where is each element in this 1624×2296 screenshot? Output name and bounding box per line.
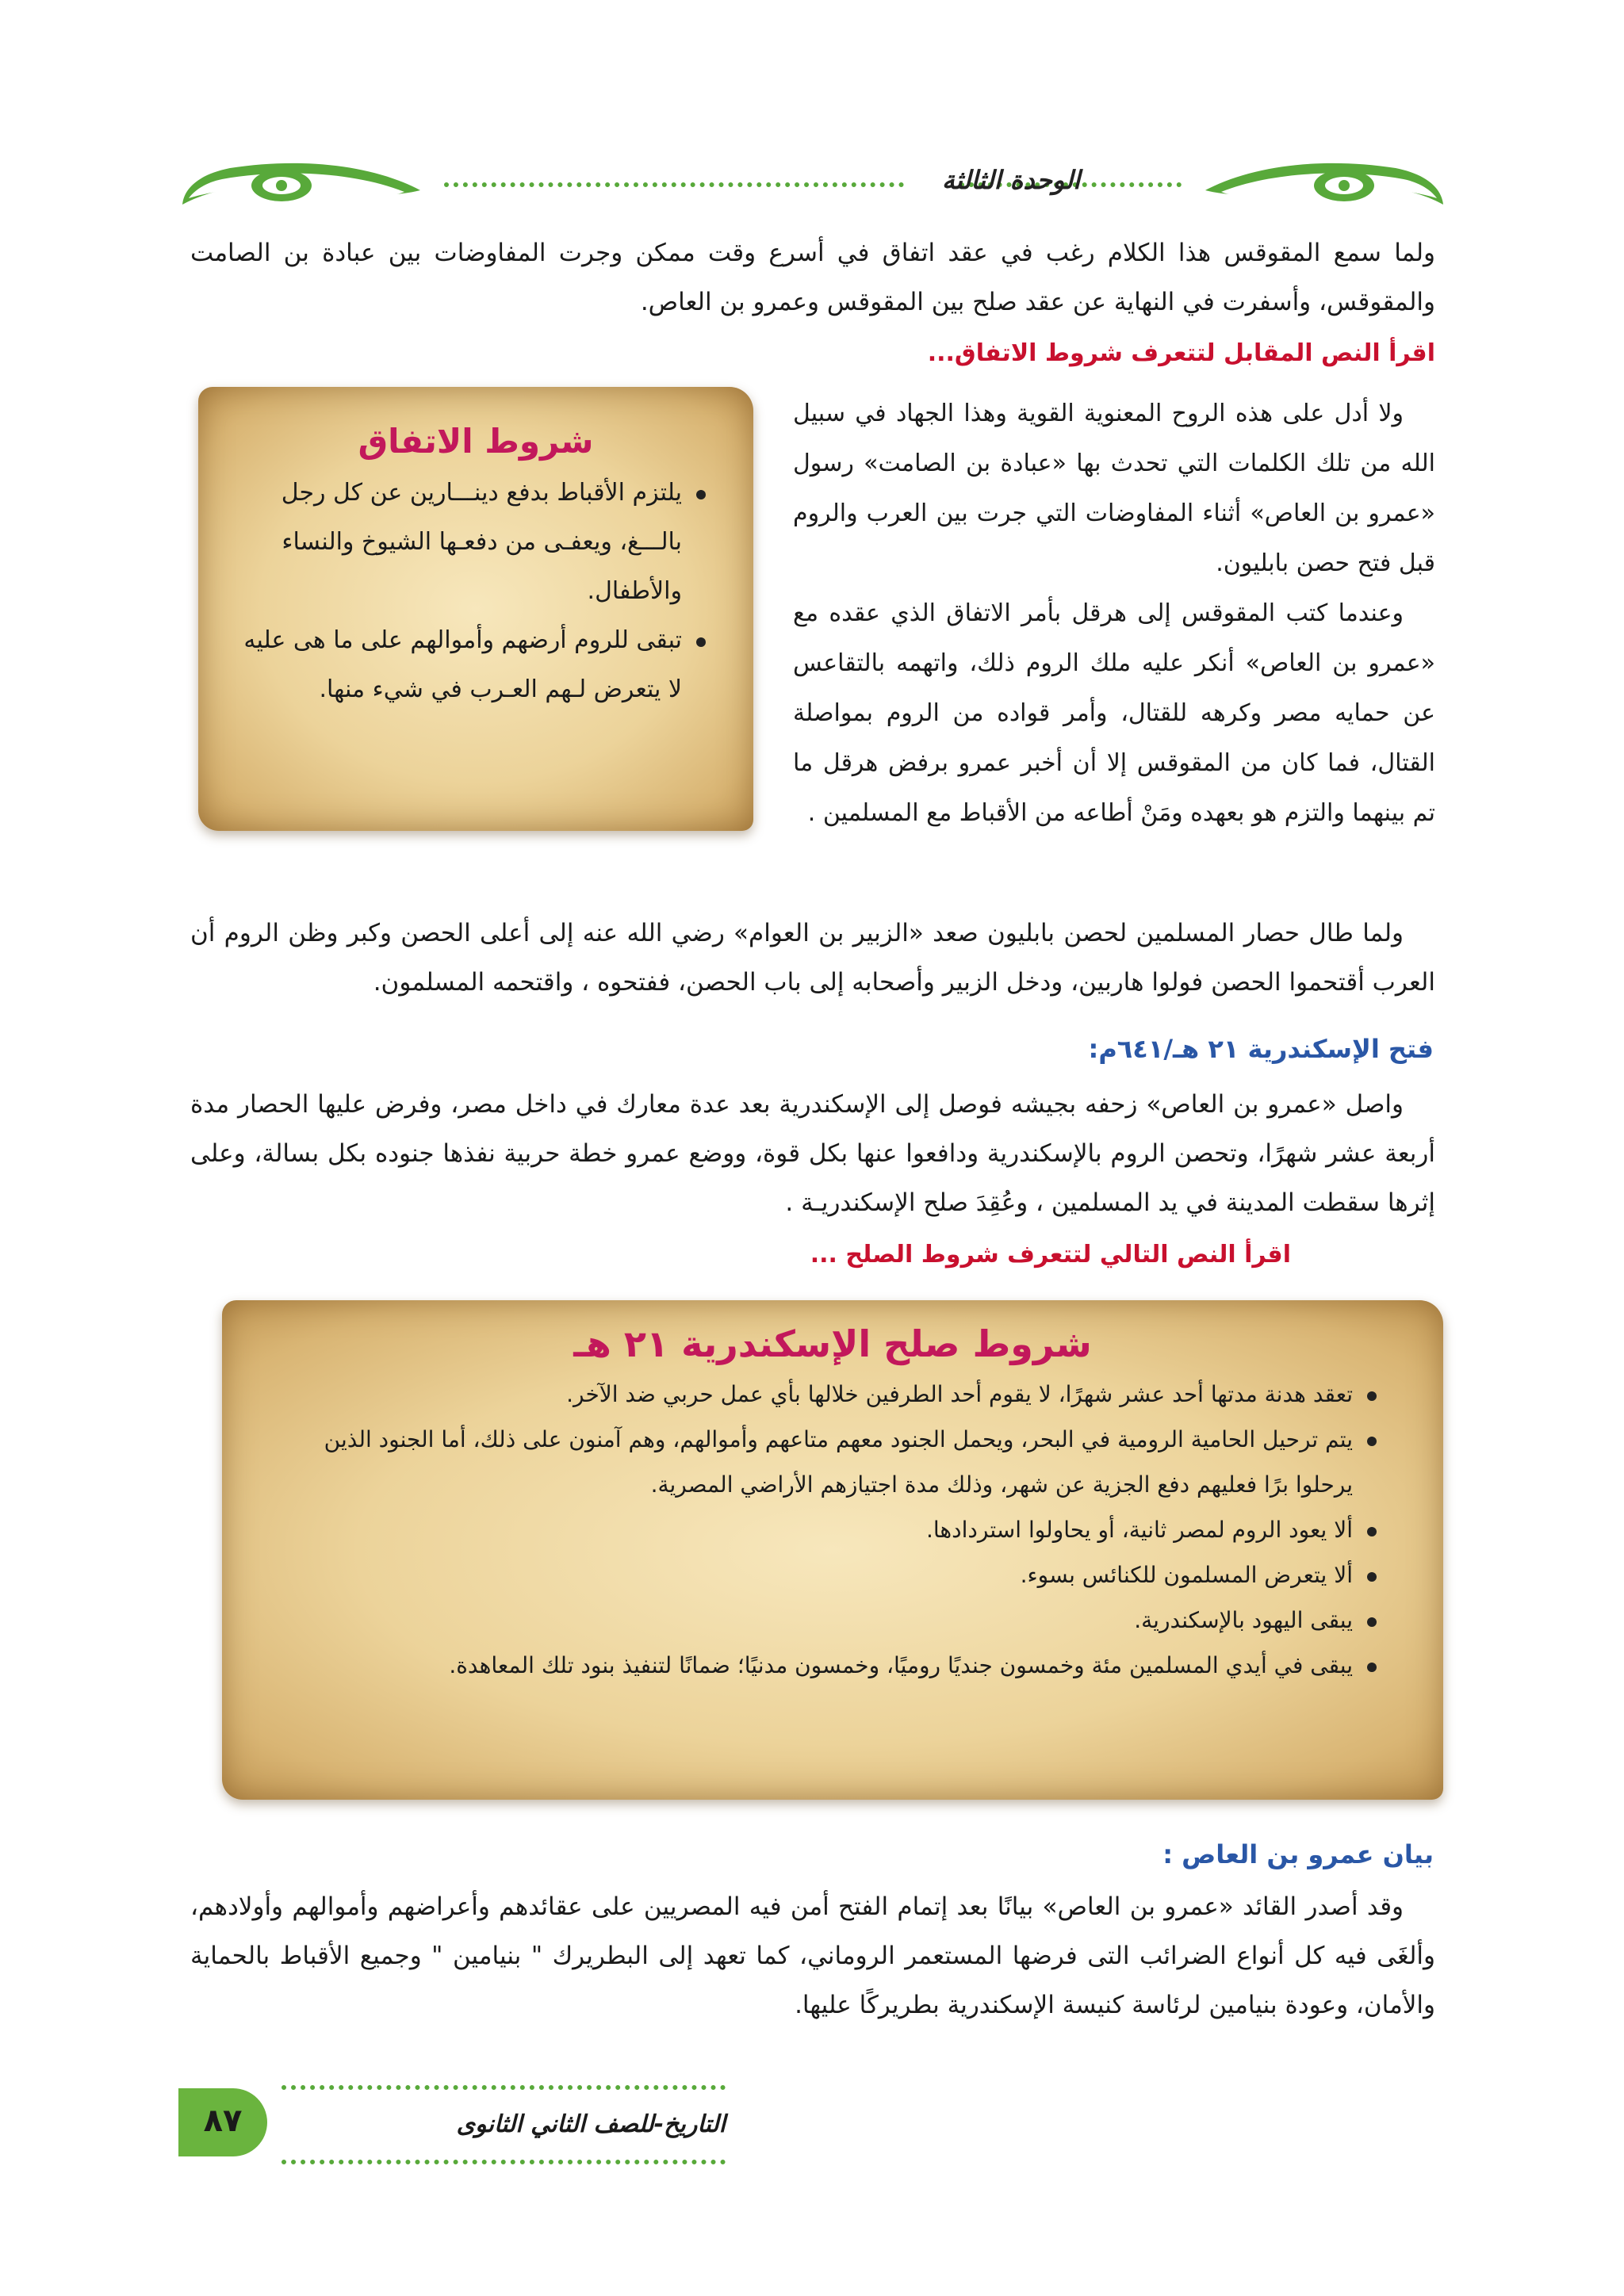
header-ornament-left-icon	[182, 157, 420, 216]
treaty-item-5: يبقى اليهود بالإسكندرية.	[262, 1598, 1380, 1643]
header-ornament-right-icon	[1205, 157, 1443, 216]
footer	[178, 2077, 733, 2172]
unit-title: الوحدة الثالثة	[941, 165, 1081, 195]
treaty-item-1: تعقد هدنة مدتها أحد عشر شهرًا، لا يقوم أحد الطرفين خلالها بأي عمل حربي ضد الآخر.	[262, 1372, 1380, 1417]
agreement-list	[238, 469, 709, 714]
treaty-box	[222, 1300, 1443, 1800]
footer-dots-top	[282, 2085, 726, 2090]
agreement-box	[198, 387, 753, 831]
statement-paragraph: وقد أصدر القائد «عمرو بن العاص» بيانًا بعد إتمام الفتح أمن فيه المصريين على عقائدهم وأعراضهم وأموالهم وأولادهم، وألغَى فيه كل أنواع الضرائب التى فرضها المستعمر الروماني، كما تعهد إلى البطريرك " بنيامين " وجميع الأقباط بالحماية والأمان، وعودة بنيامين لرئاسة كنيسة الإسكندرية بطريركًا عليها.	[190, 1892, 1435, 2019]
treaty-item-6: يبقى في أيدي المسلمين مئة وخمسون جنديًا روميًا، وخمسون مدنيًا؛ ضمانًا لتنفيذ بنود تلك المعاهدة.	[262, 1643, 1380, 1688]
header	[182, 151, 1443, 222]
treaty-box-title: شروط صلح الإسكندرية ٢١ هـ	[573, 1322, 1092, 1365]
read-treaty-label: اقرأ النص التالي لتتعرف شروط الصلح ...	[810, 1241, 1291, 1269]
read-agreement-label: اقرأ النص المقابل لتتعرف شروط الاتفاق...	[927, 339, 1435, 367]
agreement-item-1: يلتزم الأقباط بدفع دينـــارين عن كل رجل بالـــغ، ويعفـى من دفعـها الشيوخ والنساء والأطفال.	[238, 469, 709, 616]
header-dots-left	[444, 182, 904, 187]
treaty-item-2: يتم ترحيل الحامية الرومية في البحر، ويحمل الجنود معهم متاعهم وأموالهم، وهم آمنون على ذلك، أما الجنود الذين يرحلوا برًا فعليهم دفع الجزية عن شهر، وذلك مدة اجتيازهم الأراضي المصرية.	[262, 1417, 1380, 1507]
alexandria-heading: فتح الإسكندرية ٢١ هـ/٦٤١م:	[1088, 1034, 1434, 1064]
treaty-item-4: ألا يتعرض المسلمون للكنائس بسوء.	[262, 1552, 1380, 1598]
treaty-list	[262, 1372, 1380, 1688]
agreement-paragraph-2: وعندما كتب المقوقس إلى هرقل بأمر الاتفاق الذي عقده مع «عمرو بن العاص» أنكر عليه ملك الروم ذلك، واتهمه بالتقاعس عن حمايه مصر وكرهه للقتال، وأمر قواده من الروم بمواصلة القتال، فما كان من المقوقس إلا أن أخبر عمرو برفض هرقل ما تم بينهما والتزم هو بعهده ومَنْ أطاعه من الأقباط مع المسلمين .	[793, 599, 1435, 827]
siege-paragraph: ولما طال حصار المسلمين لحصن بابليون صعد «الزبير بن العوام» رضي الله عنه إلى أعلى الحصن وكبر وظن الروم أن العرب أقتحموا الحصن فولوا هاربين، ودخل الزبير وأصحابه إلى باب الحصن، ففتحوه ، واقتحمه المسلمون.	[190, 919, 1435, 997]
agreement-paragraph-1: ولا أدل على هذه الروح المعنوية القوية وهذا الجهاد في سبيل الله من تلك الكلمات التي تحدث بها «عبادة بن الصامت» رسول «عمرو بن العاص» أثناء المفاوضات التي جرت بين العرب والروم قبل فتح حصن بابليون.	[793, 400, 1435, 577]
alexandria-paragraph: واصل «عمرو بن العاص» زحفه بجيشه فوصل إلى الإسكندرية بعد عدة معارك في داخل مصر، وفرض عليها الحصار مدة أربعة عشر شهرًا، وتحصن الروم بالإسكندرية ودافعوا عنها بكل قوة، ووضع عمرو خطة حربية نفذها جنوده بكل بسالة، وعلى إثرها سقطت المدينة في يد المسلمين ، وعُقِدَ صلح الإسكندريـة .	[190, 1090, 1435, 1217]
treaty-item-3: ألا يعود الروم لمصر ثانية، أو يحاولوا استردادها.	[262, 1507, 1380, 1552]
intro-paragraph: ولما سمع المقوقس هذا الكلام رغب في عقد اتفاق في أسرع وقت ممكن وجرت المفاوضات بين عبادة بن الصامت والمقوقس، وأسفرت في النهاية عن عقد صلح بين المقوقس وعمرو بن العاص.	[190, 239, 1435, 316]
agreement-item-2: تبقى للروم أرضهم وأموالهم على ما هى عليه لا يتعرض لـهم العـرب في شيء منها.	[238, 616, 709, 714]
statement-heading: بيان عمرو بن العاص :	[1162, 1839, 1434, 1869]
book-title: التاريخ-للصف الثاني الثانوى	[456, 2110, 726, 2138]
agreement-box-title: شروط الاتفاق	[358, 422, 594, 461]
page-number: ٨٧	[203, 2103, 243, 2139]
footer-dots-bottom	[282, 2160, 726, 2164]
agreement-column	[793, 388, 1435, 838]
